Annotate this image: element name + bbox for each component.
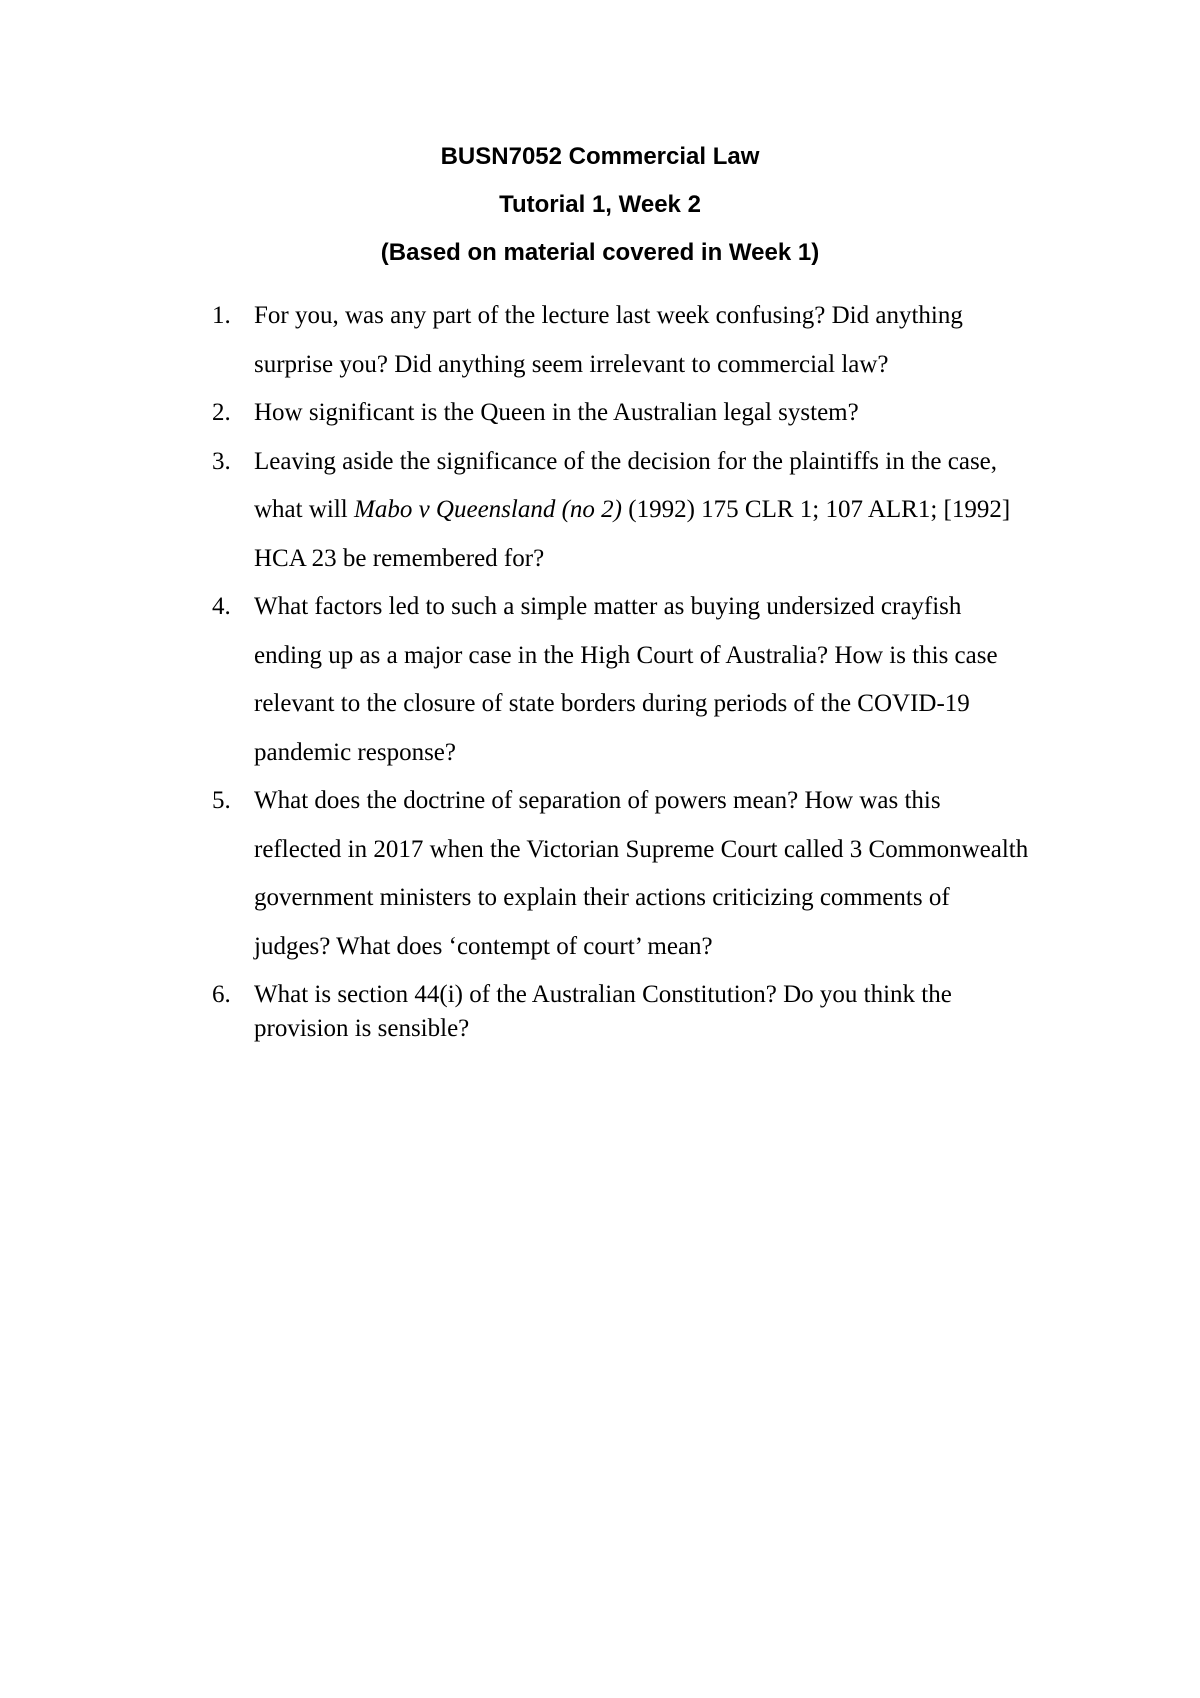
question-text-before-case: Leaving aside the significance of the decision for the plaintiffs in the case, what will (254, 447, 998, 523)
question-number: 2. (212, 399, 231, 426)
question-list (212, 292, 1032, 1046)
course-title: BUSN7052 Commercial Law (440, 143, 760, 170)
question-item-4 (212, 583, 1032, 777)
question-number: 4. (212, 593, 231, 620)
question-text: How significant is the Queen in the Australian legal system? (254, 399, 859, 426)
question-text: What is section 44(i) of the Australian Constitution? Do you think the provision is sensible? (254, 981, 952, 1042)
question-number: 5. (212, 787, 231, 814)
question-text-after-case: (1992) 175 CLR 1; 107 ALR1; [1992] HCA 23 be remembered for? (254, 496, 1011, 572)
question-number: 3. (212, 447, 231, 475)
question-number: 6. (212, 981, 231, 1008)
question-number: 1. (212, 302, 231, 329)
question-item-2 (212, 389, 1032, 438)
case-name: Mabo v Queensland (no 2) (354, 496, 622, 523)
material-note: (Based on material covered in Week 1) (380, 239, 820, 266)
document-header (0, 142, 1200, 286)
question-item-6 (212, 978, 1032, 1046)
question-text: What does the doctrine of separation of powers mean? How was this reflected in 2017 when the Victorian Supreme Court called 3 Commonwealth government ministers to explain their actions criticizing comments of judges? What does ‘contempt of court’ mean? (254, 787, 1029, 960)
question-item-5 (212, 777, 1032, 971)
tutorial-title: Tutorial 1, Week 2 (499, 191, 701, 218)
question-item-1 (212, 292, 1032, 389)
question-text: For you, was any part of the lecture last week confusing? Did anything surprise you? Did anything seem irrelevant to commercial law? (254, 302, 963, 378)
question-item-3 (212, 438, 1032, 584)
question-text: What factors led to such a simple matter as buying undersized crayfish ending up as a major case in the High Court of Australia? How is this case relevant to the closure of state borders during periods of the COVID-19 pandemic response? (254, 593, 998, 766)
